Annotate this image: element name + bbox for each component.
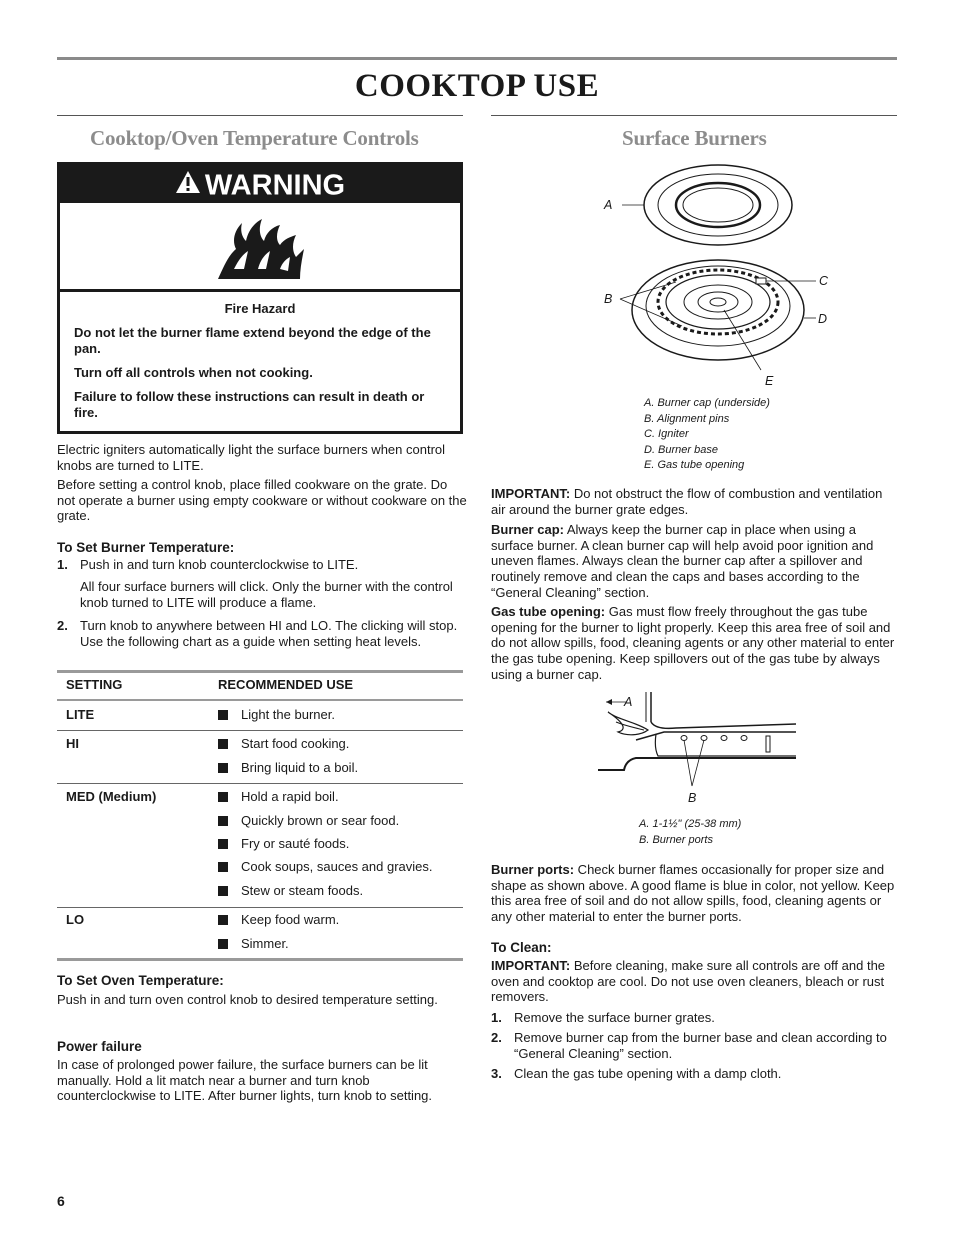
table-use: Simmer. (241, 936, 289, 951)
table-use: Hold a rapid boil. (241, 789, 339, 804)
diagram-label: B (688, 791, 697, 805)
warning-box (57, 162, 463, 434)
step-text: Clean the gas tube opening with a damp cloth. (514, 1066, 782, 1081)
table-header: RECOMMENDED USE (218, 677, 354, 692)
power-failure-heading: Power failure (57, 1039, 142, 1054)
warning-line: Turn off all controls when not cooking. (74, 365, 313, 380)
table-use: Light the burner. (241, 707, 335, 722)
table-use: Keep food warm. (241, 912, 340, 927)
diagram-caption: B. Burner ports (639, 834, 713, 846)
left-column-rule (57, 115, 463, 116)
warning-divider (60, 289, 460, 292)
important-note: IMPORTANT: Do not obstruct the flow of combustion and ventilation air around the burner grate edges. (491, 486, 883, 517)
table-use: Bring liquid to a boil. (241, 760, 359, 775)
step-number: 2. (491, 1030, 502, 1045)
step-text: Turn knob to anywhere between HI and LO. The clicking will stop. Use the following chart as a guide when setting heat levels. (80, 618, 458, 649)
table-use: Stew or steam foods. (241, 883, 364, 898)
warning-line: Failure to follow these instructions can result in death or fire. (74, 389, 425, 420)
right-column-rule (491, 115, 897, 116)
top-rule (57, 57, 897, 60)
step-text: Remove the surface burner grates. (514, 1010, 715, 1025)
warning-triangle-icon (175, 166, 201, 204)
table-use: Start food cooking. (241, 736, 350, 751)
table-setting: MED (Medium) (66, 789, 157, 804)
diagram-caption: B. Alignment pins (644, 413, 730, 425)
fire-hazard-area (60, 203, 460, 289)
right-section-title: Surface Burners (622, 126, 767, 150)
diagram-label: B (604, 292, 613, 306)
step-number: 2. (57, 618, 68, 633)
burner-cap-paragraph: Burner cap: Always keep the burner cap in place when using a surface burner. A clean burner cap will help avoid poor ignition and uneven flames. Always clean the burner cap after a spillover and routinely remove and clean the caps and bases according to the “General Cleaning” section. (491, 522, 874, 600)
to-clean-important: IMPORTANT: Before cleaning, make sure all controls are off and the oven and cooktop are cool. Do not use oven cleaners, bleach or rust removers. (491, 958, 886, 1005)
intro-paragraph: Electric igniters automatically light the surface burners when control knobs are turned to LITE. (57, 442, 446, 473)
burner-temp-heading: To Set Burner Temperature: (57, 540, 235, 555)
burner-diagram (596, 160, 842, 392)
diagram-caption: A. 1-1½" (25-38 mm) (639, 818, 742, 830)
power-failure-text: In case of prolonged power failure, the surface burners can be lit manually. Hold a lit match near a burner and turn knob counterclockwise to LITE. After burner lights, turn knob to setting. (57, 1057, 433, 1104)
table-header-rule (57, 699, 463, 701)
diagram-label: C (819, 274, 829, 288)
table-row-rule (57, 907, 463, 908)
diagram-caption: E. Gas tube opening (644, 459, 745, 471)
bullet-icon (218, 816, 228, 826)
left-section-title: Cooktop/Oven Temperature Controls (90, 126, 419, 150)
warning-label: WARNING (204, 169, 346, 202)
table-setting: HI (66, 736, 79, 751)
step-number: 3. (491, 1066, 502, 1081)
table-setting: LITE (66, 707, 95, 722)
intro-paragraph: Before setting a control knob, place filled cookware on the grate. Do not operate a burner using empty cookware or without cookware on the grate. (57, 477, 467, 524)
table-use: Quickly brown or sear food. (241, 813, 400, 828)
oven-temp-text: Push in and turn oven control knob to desired temperature setting. (57, 992, 438, 1007)
table-use: Cook soups, sauces and gravies. (241, 859, 433, 874)
gas-tube-paragraph: Gas tube opening: Gas must flow freely throughout the gas tube opening for the burner to light properly. Keep this area free of soil and do not allow spills, food, cleaning agents or any other material to enter the gas tube opening. Keep spillovers out of the gas tube by always using a burner cap. (491, 604, 895, 682)
page-title: COOKTOP USE (354, 68, 600, 104)
diagram-label: D (818, 312, 828, 326)
bullet-icon (218, 915, 228, 925)
oven-temp-heading: To Set Oven Temperature: (57, 973, 224, 988)
bullet-icon (218, 939, 228, 949)
bullet-icon (218, 792, 228, 802)
bullet-icon (218, 862, 228, 872)
table-row-rule (57, 783, 463, 784)
diagram-label: E (765, 374, 774, 388)
bullet-icon (218, 839, 228, 849)
table-setting: LO (66, 912, 85, 927)
fire-icon (214, 211, 306, 281)
to-clean-heading: To Clean: (491, 940, 552, 955)
burner-ports-paragraph: Burner ports: Check burner flames occasionally for proper size and shape as shown above. A good flame is blue in color, not yellow. Keep this area free of soil and do not allow spills, food, cleaning agents or any other material to enter the burner ports. (491, 862, 895, 925)
step-text: All four surface burners will click. Only the burner with the control knob turned to LITE will produce a flame. (80, 579, 453, 610)
step-number: 1. (57, 557, 68, 572)
bullet-icon (218, 763, 228, 773)
table-header: SETTING (66, 677, 123, 692)
table-bottom-rule (57, 958, 463, 961)
bullet-icon (218, 886, 228, 896)
table-row-rule (57, 730, 463, 731)
diagram-caption: D. Burner base (644, 444, 718, 456)
step-number: 1. (491, 1010, 502, 1025)
page-number: 6 (57, 1193, 65, 1209)
bullet-icon (218, 739, 228, 749)
warning-line: Do not let the burner flame extend beyond the edge of the pan. (74, 325, 431, 356)
bullet-icon (218, 710, 228, 720)
warning-banner (60, 165, 460, 203)
table-use: Fry or sauté foods. (241, 836, 350, 851)
table-top-rule (57, 670, 463, 673)
diagram-label: A (604, 198, 613, 212)
step-text: Push in and turn knob counterclockwise to LITE. (80, 557, 359, 572)
fire-hazard-label: Fire Hazard (224, 301, 296, 316)
diagram-caption: A. Burner cap (underside) (644, 397, 770, 409)
step-text: Remove burner cap from the burner base and clean according to “General Cleaning” section. (514, 1030, 887, 1061)
diagram-caption: C. Igniter (644, 428, 689, 440)
diagram-label: A (624, 695, 633, 709)
